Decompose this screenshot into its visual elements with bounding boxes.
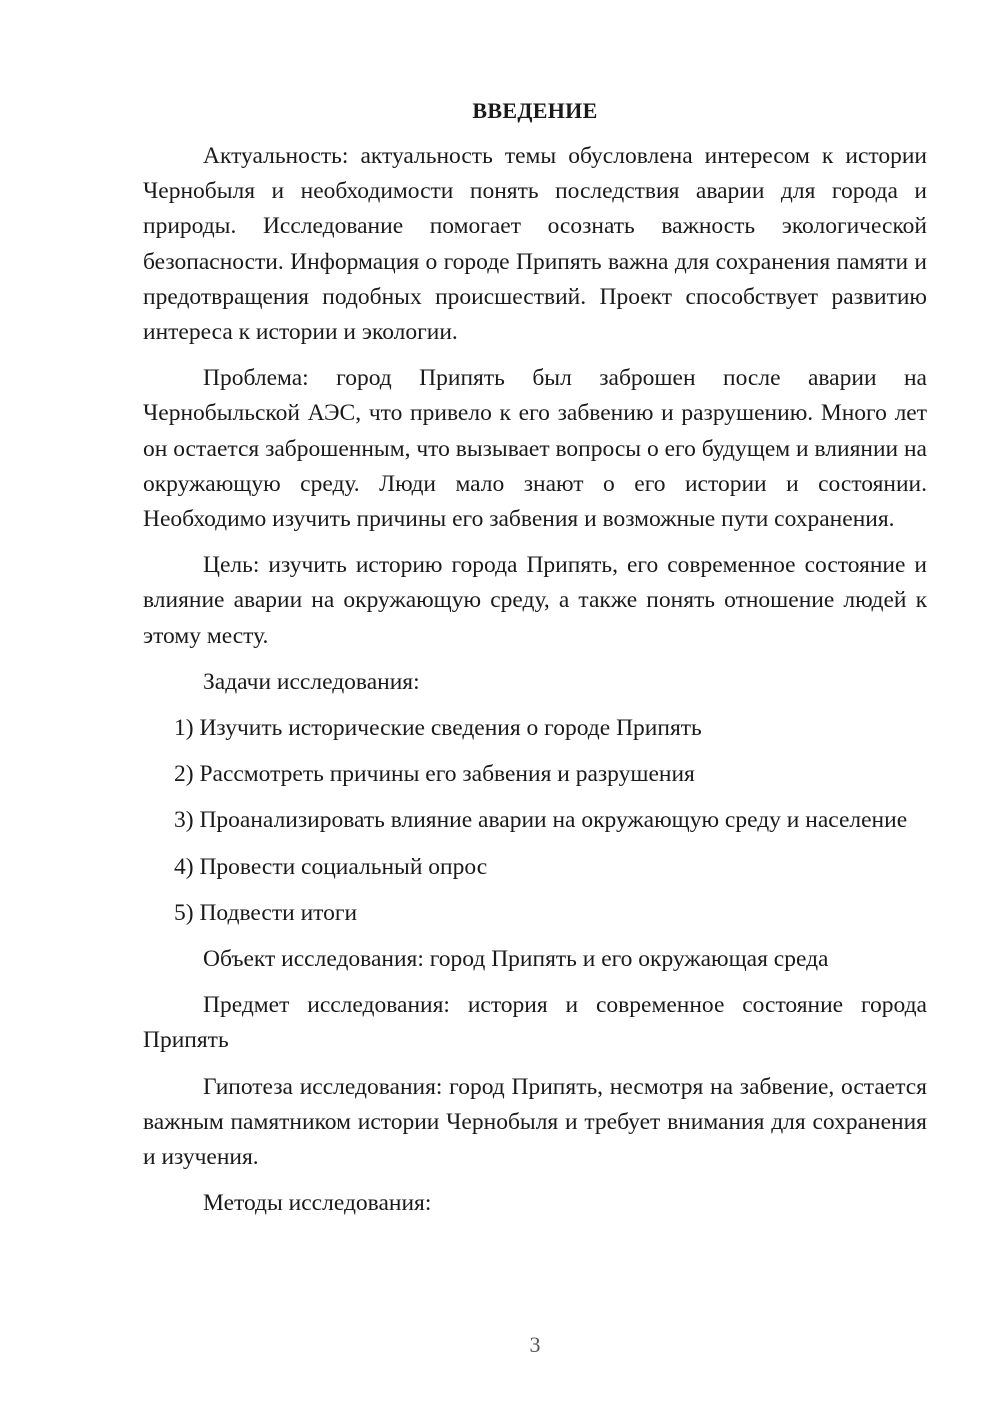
task-item-4: 4) Провести социальный опрос — [174, 853, 488, 880]
task-item-5: 5) Подвести итоги — [174, 899, 358, 926]
problem-paragraph: Проблема: город Припять был заброшен после аварии на Чернобыльской АЭС, что привело к его забвению и разрушению. Много лет он остается заброшенным, что вызывает вопросы о его будущем и влиянии на окружающую среду. Люди мало знают о его истории и состоянии. Необходимо изучить причины его забвения и возможные пути сохранения. — [143, 365, 927, 533]
tasks-heading: Задачи исследования: — [203, 668, 420, 695]
subject-paragraph: Предмет исследования: история и современное состояние города Припять — [143, 992, 927, 1054]
relevance-paragraph: Актуальность: актуальность темы обусловлена интересом к истории Чернобыля и необходимости понять последствия аварии для города и природы. Исследование помогает осознать важность экологической безопасности. Информация о городе Припять важна для сохранения памяти и предотвращения подобных происшествий. Проект способствует развитию интереса к истории и экологии. — [143, 143, 927, 346]
task-item-2: 2) Рассмотреть причины его забвения и разрушения — [174, 761, 695, 788]
methods-heading: Методы исследования: — [203, 1190, 432, 1217]
task-item-1: 1) Изучить исторические сведения о городе Припять — [174, 715, 702, 742]
section-title: ВВЕДЕНИЕ — [472, 98, 598, 123]
task-item-3: 3) Проанализировать влияние аварии на окружающую среду и население — [174, 807, 908, 834]
object-paragraph: Объект исследования: город Припять и его окружающая среда — [203, 946, 829, 973]
goal-paragraph: Цель: изучить историю города Припять, его современное состояние и влияние аварии на окружающую среду, а также понять отношение людей к этому месту. — [143, 552, 927, 649]
page-number: 3 — [529, 1332, 541, 1357]
page-content — [143, 96, 927, 1232]
hypothesis-paragraph: Гипотеза исследования: город Припять, несмотря на забвение, остается важным памятником истории Чернобыля и требует внимания для сохранения и изучения. — [143, 1073, 927, 1171]
